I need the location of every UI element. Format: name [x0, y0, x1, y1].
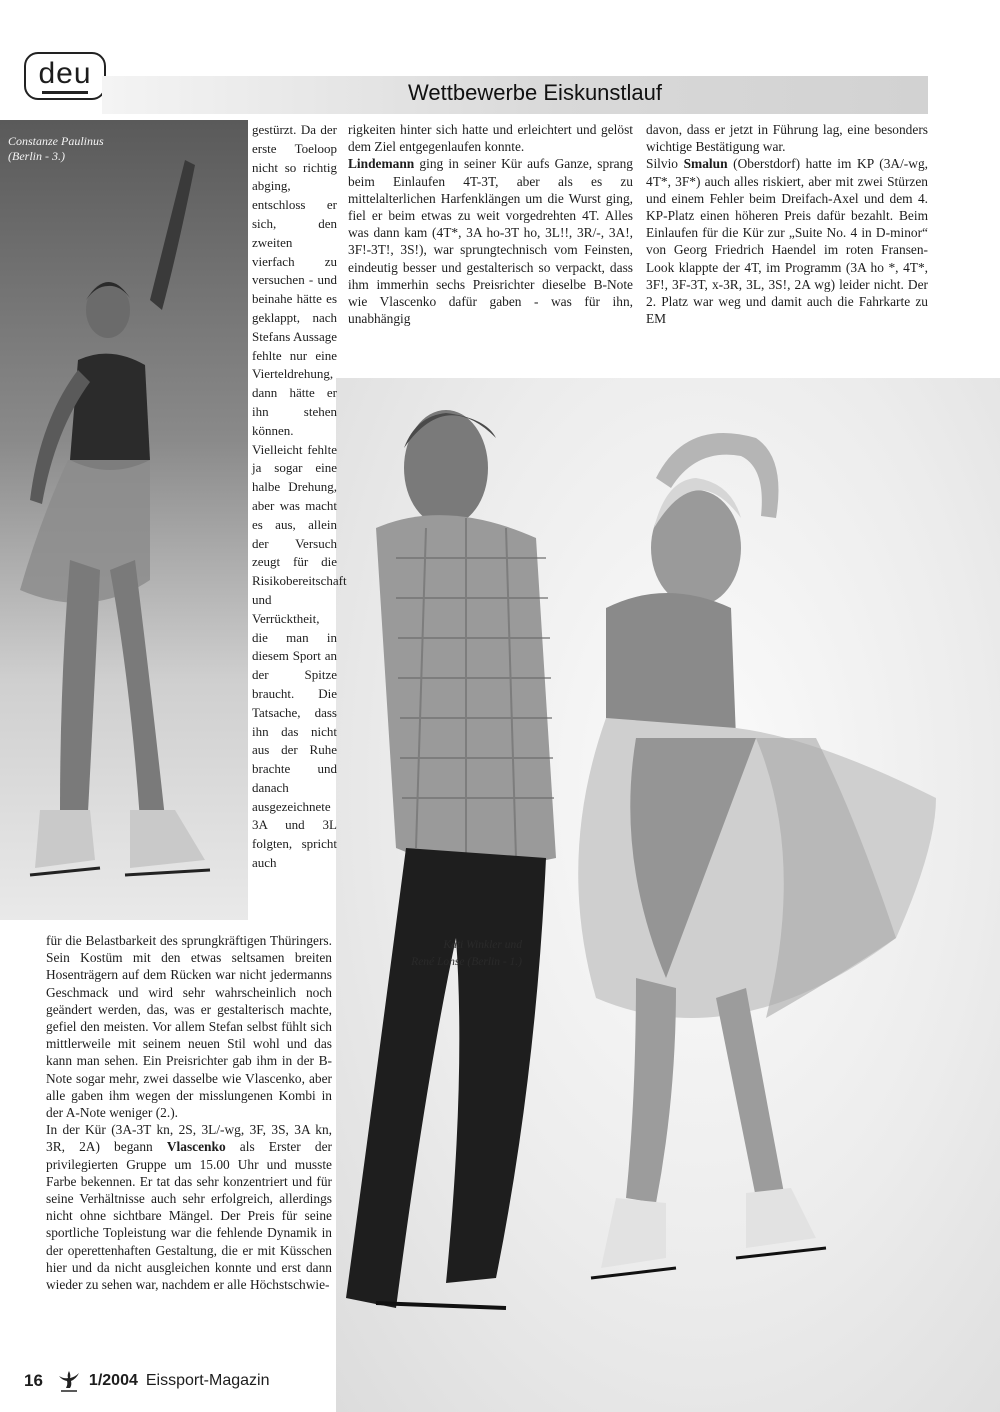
couple-silhouette [336, 378, 1000, 1412]
article-column-middle [348, 121, 633, 327]
magazine-name: Eissport-Magazin [145, 1372, 270, 1389]
article-column-bottom-left [46, 932, 332, 1293]
section-title: Wettbewerbe Eiskunstlauf [408, 80, 662, 105]
issue-number: 1/2004 [88, 1372, 138, 1389]
photo-ice-dance-couple [336, 378, 1000, 1412]
page-number: 16 [24, 1371, 43, 1390]
paragraph [46, 1121, 332, 1293]
article-column-right [646, 121, 928, 327]
caption-right-photo [362, 937, 522, 971]
caption-right-club: René Lohse (Berlin - 1.) [411, 956, 522, 968]
logo-underline [42, 91, 88, 94]
paragraph-text: In der Kür (3A-3T kn, 2S, 3L/-wg, 3F, 3S, 3A kn, 3R, 2A) begann [46, 1122, 332, 1155]
skater-name: Vlascenko [166, 1139, 226, 1155]
paragraph-text: Silvio [646, 156, 684, 172]
caption-left-name: Constanze Paulinus [8, 134, 104, 148]
deu-logo [24, 52, 106, 100]
article-column-narrow: gestürzt. Da der erste Toeloop nicht so richtig abging, entschloss er sich, den zweiten vierfach zu versuchen - und beinahe hätte es geklappt, nach Stefans Aussage fehlte nur eine Vierteldrehung, dann hätte er ihn stehen können. Vielleicht fehlte ja sogar eine halbe Drehung, aber was macht es aus, allein der Versuch zeugt für die Risikobereitschaft und Verrücktheit, die man in diesem Sport an der Spitze braucht. Die Tatsache, dass ihn das nicht aus der Ruhe brachte und danach ausgezeichnete 3A und 3L folgten, spricht auch [252, 122, 347, 871]
paragraph [646, 155, 928, 327]
caption-left-club: (Berlin - 3.) [8, 149, 65, 163]
skater-name: Smalun [683, 156, 728, 172]
caption-right-names: Kati Winkler und [443, 939, 522, 951]
paragraph-text: als Erster der privilegierten Gruppe um 15.00 Uhr und musste Farbe bekennen. Er tat das sehr konzentriert und für seine Verhältnisse auch sehr erfolgreich, allerdings nicht ohne sichtbare Mängel. Der Preis für seine sportliche Topleistung war die fehlende Dynamik in der operettenhaften Gestaltung, die er mit Küsschen hier und da nicht ausgleichen konnte und erst dann wieder zu sehen war, nachdem er alle Höchstschwie- [46, 1139, 332, 1293]
photo-female-skater [0, 120, 248, 920]
skater-silhouette-left [0, 120, 248, 920]
page-footer [24, 1370, 269, 1392]
paragraph [348, 155, 633, 327]
paragraph: für die Belastbarkeit des sprungkräftigen Thüringers. Sein Kostüm mit den etwas seltsamen breiten Hosenträgern auf dem Rücken war nicht jedermanns Geschmack und wird sehr wahrscheinlich noch geändert werden, das, was er gestalterisch machte, gefiel den meisten. Vor allem Stefan selbst fühlt sich mittlerweile mit seinem neuen Stil wohl und das kann man sehen. Ein Preisrichter gab ihm in der B-Note sogar mehr, zwei dasselbe wie Vlascenko, aber alle gaben ihm wegen der misslungenen Kombi in der A-Note weniger (2.). [46, 933, 332, 1121]
paragraph: davon, dass er jetzt in Führung lag, eine besonders wichtige Bestätigung war. [646, 122, 928, 155]
logo-text: deu [38, 57, 92, 90]
caption-left-photo [8, 134, 168, 164]
paragraph-text: ging in seiner Kür aufs Ganze, sprang beim Einlaufen 4T-3T, aber als es zu mittelalterlichen Harfenklängen um die Wurst ging, fiel er beim etwas zu weit vorgedrehten 4T. Alles was dann kam (4T*, 3A ho-3T ho, 3L!!, 3R/-, 3A!, 3F!-3T!, 3S!), war sprungtechnisch vom Feinsten, eindeutig besser und gestalterisch so verpackt, dass ihm immerhin sechs Preisrichter dieselbe B-Note wie Vlascenko dafür gaben - was für ihn, unabhängig [348, 156, 633, 327]
paragraph: rigkeiten hinter sich hatte und erleichtert und gelöst dem Ziel entgegenlaufen konnte. [348, 122, 633, 155]
skater-icon [57, 1369, 81, 1393]
paragraph-text: (Oberstdorf) hatte im KP (3A/-wg, 4T*, 3F*) auch alles riskiert, aber mit zwei Stürzen und einem Fehler beim Dreifach-Axel und dem 4. KP-Platz einen höheren Preis dafür bezahlt. Beim Einlaufen für die Kür zur „Suite No. 4 in D-minor“ von Georg Friedrich Haendel im roten Fransen-Look klappte der 4T, im Programm (3A ho *, 4T*, 3F!, 3F-3T, x-3R, 3L, 3S!, 2A wg) leider nicht. Der 2. Platz war weg und damit auch die Fahrkarte zu EM [646, 156, 928, 327]
skater-name: Lindemann [348, 156, 415, 172]
